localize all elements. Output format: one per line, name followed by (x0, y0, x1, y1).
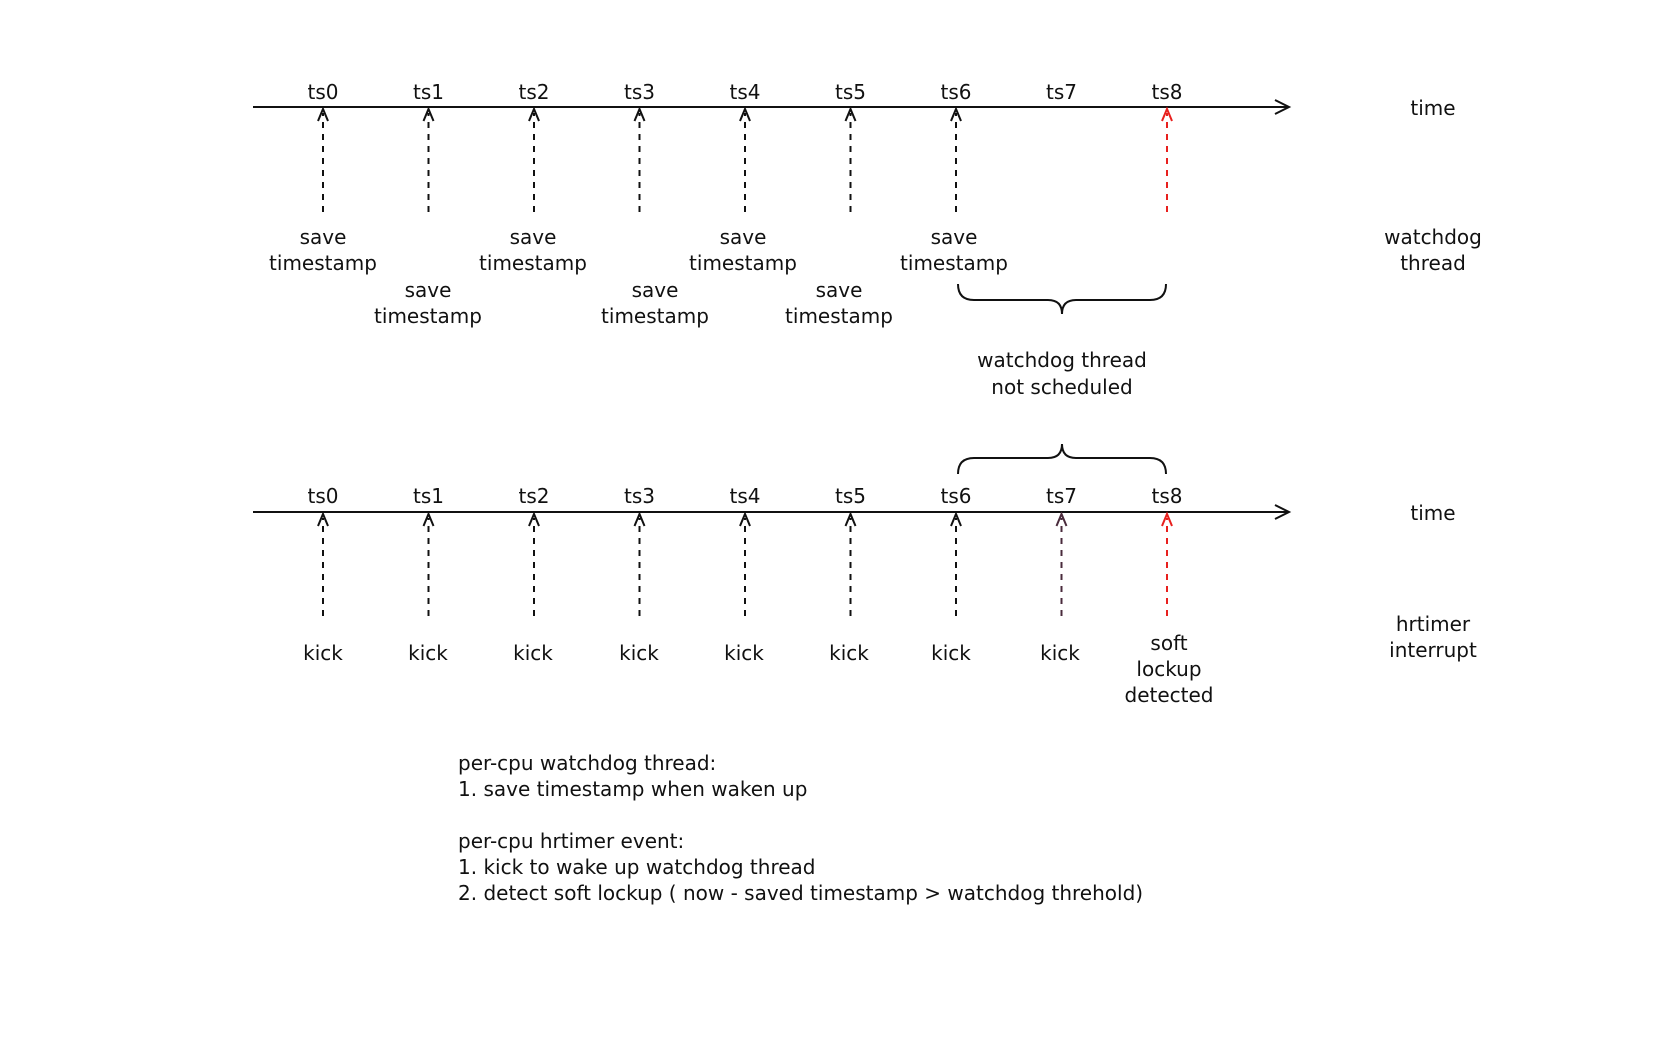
bottom-tick-label-ts0: ts0 (307, 484, 339, 508)
bottom-event-label: kick (829, 641, 869, 665)
bottom-event-label: kick (303, 641, 343, 665)
top-tick-label-ts5: ts5 (835, 80, 866, 104)
top-event-label: timestamp (269, 251, 377, 275)
bottom-event-label: kick (408, 641, 448, 665)
bottom-row-label-line2: interrupt (1389, 638, 1477, 662)
top-tick-label-ts8: ts8 (1151, 80, 1183, 104)
top-tick-label-ts0: ts0 (307, 80, 339, 104)
brace-label-line1: watchdog thread (977, 348, 1147, 372)
bottom-tick-label-ts7: ts7 (1046, 484, 1077, 508)
bottom-axis-label: time (1410, 501, 1456, 525)
top-tick-label-ts4: ts4 (729, 80, 761, 104)
note-line: per-cpu hrtimer event: (458, 829, 685, 853)
top-event-label: save (719, 225, 767, 249)
top-event-label: save (404, 278, 452, 302)
note-line: 1. save timestamp when waken up (458, 777, 808, 801)
top-event-label: timestamp (900, 251, 1008, 275)
bottom-event-label: kick (931, 641, 971, 665)
top-event-label: timestamp (601, 304, 709, 328)
bottom-tick-label-ts5: ts5 (835, 484, 866, 508)
bottom-row-label-line1: hrtimer (1395, 612, 1471, 636)
top-axis-label: time (1410, 96, 1456, 120)
top-event-label: save (815, 278, 863, 302)
bottom-tick-label-ts1: ts1 (413, 484, 444, 508)
top-tick-label-ts2: ts2 (518, 80, 550, 104)
note-line (458, 802, 1143, 828)
note-line: 1. kick to wake up watchdog thread (458, 855, 816, 879)
bottom-event-label: kick (513, 641, 553, 665)
top-event-label: timestamp (785, 304, 893, 328)
bottom-event-label: detected (1124, 683, 1214, 707)
top-row-label-line2: thread (1400, 251, 1466, 275)
top-event-label: timestamp (479, 251, 587, 275)
explanation-notes (458, 750, 1143, 906)
brace-label-line2: not scheduled (991, 375, 1133, 399)
bottom-event-label: kick (619, 641, 659, 665)
hrtimer-brace (958, 444, 1166, 474)
bottom-event-label: soft (1150, 631, 1188, 655)
bottom-tick-label-ts6: ts6 (940, 484, 972, 508)
top-event-label: timestamp (374, 304, 482, 328)
top-tick-label-ts3: ts3 (624, 80, 655, 104)
note-line: per-cpu watchdog thread: (458, 751, 717, 775)
watchdog-thread-timeline (253, 80, 1482, 399)
top-event-label: save (299, 225, 347, 249)
top-event-label: save (509, 225, 557, 249)
bottom-tick-label-ts4: ts4 (729, 484, 761, 508)
top-tick-label-ts7: ts7 (1046, 80, 1077, 104)
bottom-tick-label-ts8: ts8 (1151, 484, 1183, 508)
top-event-label: save (930, 225, 978, 249)
not-scheduled-brace (958, 284, 1166, 314)
bottom-event-label: kick (724, 641, 764, 665)
top-event-label: save (631, 278, 679, 302)
bottom-event-label: kick (1040, 641, 1080, 665)
bottom-tick-label-ts3: ts3 (624, 484, 655, 508)
note-line: 2. detect soft lockup ( now - saved timestamp > watchdog threhold) (458, 881, 1144, 905)
top-tick-label-ts1: ts1 (413, 80, 444, 104)
top-event-label: timestamp (689, 251, 797, 275)
hrtimer-interrupt-timeline (253, 444, 1477, 707)
top-tick-label-ts6: ts6 (940, 80, 972, 104)
bottom-tick-label-ts2: ts2 (518, 484, 550, 508)
top-row-label-line1: watchdog (1384, 225, 1482, 249)
bottom-event-label: lockup (1136, 657, 1202, 681)
